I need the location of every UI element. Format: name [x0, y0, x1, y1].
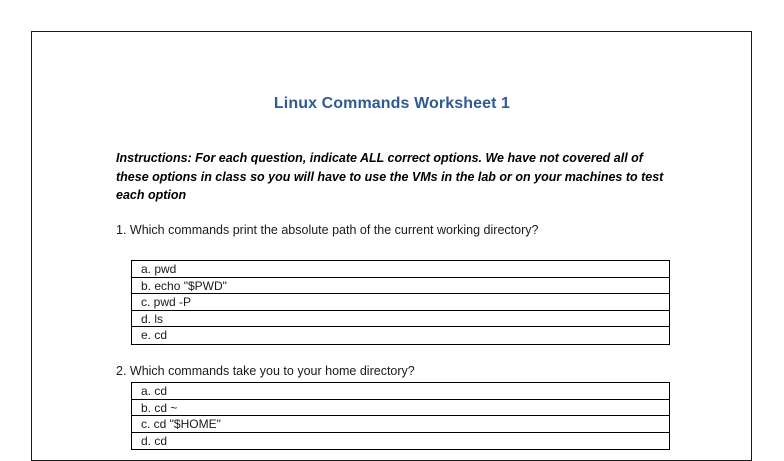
- worksheet-page: [31, 31, 752, 461]
- question-2-option-c: c. cd "$HOME": [132, 416, 669, 433]
- question-1-option-d: d. ls: [132, 311, 669, 328]
- question-2-option-d: d. cd: [141, 433, 168, 448]
- question-1-text: 1. Which commands print the absolute path of the current working directory?: [116, 223, 539, 237]
- question-1-option-e: e. cd: [141, 328, 168, 343]
- question-2-options: [131, 382, 670, 450]
- worksheet-title: Linux Commands Worksheet 1: [273, 95, 511, 112]
- question-2-option-a: a. cd: [132, 383, 669, 400]
- question-1-option-a: a. pwd: [132, 261, 669, 278]
- question-1-option-b: b. echo "$PWD": [132, 278, 669, 295]
- question-1-option-c: c. pwd -P: [132, 294, 669, 311]
- instructions-text: Instructions: For each question, indicate ALL correct options. We have not covered all of these options in class so you will have to use the VMs in the lab or on your machines to test each option: [116, 151, 664, 202]
- question-2-option-b: b. cd ~: [132, 400, 669, 417]
- question-2-text: 2. Which commands take you to your home directory?: [116, 364, 415, 378]
- question-1-options: [131, 260, 670, 345]
